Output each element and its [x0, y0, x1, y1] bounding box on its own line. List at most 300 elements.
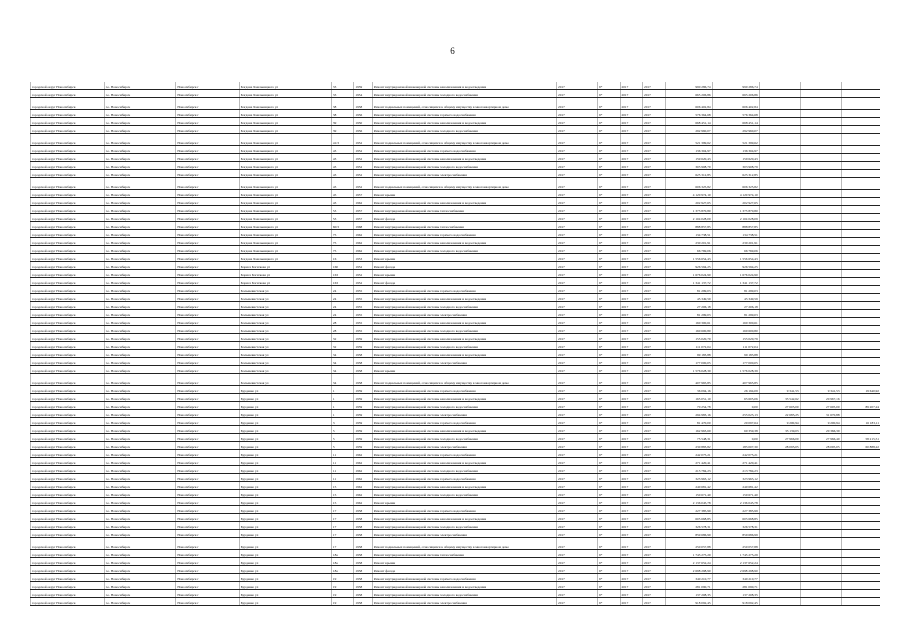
table-cell: 242 075,21	[712, 450, 759, 458]
table-cell: 6*	[597, 154, 620, 162]
table-cell: Богдана Хмельницкого ул	[239, 126, 331, 134]
table-row	[31, 162, 881, 170]
table-row	[31, 514, 881, 522]
table-cell: 28 095,05	[800, 442, 841, 450]
table-cell: г.о. Новосибирск	[104, 458, 176, 466]
table-cell: 19	[331, 574, 354, 582]
table-cell	[800, 154, 841, 162]
table-cell: 11	[331, 474, 354, 482]
table-cell: 605 668,85	[712, 514, 759, 522]
table-cell: 2017	[557, 294, 598, 302]
table-cell: Новосибирск г	[176, 474, 239, 482]
table-cell: г.о. Новосибирск	[104, 90, 176, 98]
table-cell: 6*	[597, 162, 620, 170]
table-cell: 6*	[597, 178, 620, 190]
table-cell: 6*	[597, 222, 620, 230]
table-cell: 2017	[643, 294, 666, 302]
table-cell: 2017	[643, 134, 666, 146]
table-cell: 20 366,39	[800, 426, 841, 434]
table-cell: 6*	[597, 190, 620, 198]
table-cell: г.о. Новосибирск	[104, 214, 176, 222]
table-cell: Бурденко ул	[239, 538, 331, 550]
table-cell: 240 681,42	[712, 482, 759, 490]
table-cell: Новосибирск г	[176, 558, 239, 566]
table-cell	[841, 522, 880, 530]
table-cell: 17	[331, 514, 354, 522]
table-row	[31, 566, 881, 574]
table-cell: 1952	[354, 262, 372, 270]
table-cell: Бориса Богаткова ул	[239, 278, 331, 286]
table-cell: 2017	[557, 214, 598, 222]
table-cell	[800, 550, 841, 558]
table-cell	[759, 550, 800, 558]
table-cell: 2017	[557, 442, 598, 450]
table-cell: 2017	[557, 126, 598, 134]
table-cell: 2017	[557, 394, 598, 402]
page-number: 6	[450, 46, 455, 56]
table-cell: 1962	[354, 238, 372, 246]
table-cell	[759, 302, 800, 310]
table-cell: 2 104 028,09	[712, 214, 759, 222]
table-cell	[759, 294, 800, 302]
table-cell: г.о. Новосибирск	[104, 466, 176, 474]
table-cell: 6*	[597, 394, 620, 402]
table-cell: 407 965,85	[712, 374, 759, 386]
table-cell: 20 097,64	[712, 418, 759, 426]
table-cell: 2017	[643, 530, 666, 538]
table-cell: 2017	[643, 514, 666, 522]
table-cell: городской округ Новосибирск	[31, 450, 105, 458]
table-cell: Новосибирск г	[176, 230, 239, 238]
table-cell	[841, 206, 880, 214]
table-cell: 1958	[354, 350, 372, 358]
table-cell: 2017	[620, 410, 643, 418]
table-cell: Богдана Хмельницкого ул	[239, 154, 331, 162]
table-row	[31, 206, 881, 214]
table-cell: 2017	[643, 278, 666, 286]
table-cell	[800, 522, 841, 530]
table-cell: 2017	[557, 178, 598, 190]
table-cell	[759, 574, 800, 582]
table-cell: городской округ Новосибирск	[31, 118, 105, 126]
table-cell: Новосибирск г	[176, 146, 239, 154]
table-cell: 1962	[354, 490, 372, 498]
table-cell: Богдана Хмельницкого ул	[239, 190, 331, 198]
table-cell: 1953	[354, 254, 372, 262]
table-cell: 2017	[557, 326, 598, 334]
table-cell: 6*	[597, 566, 620, 574]
table-cell	[800, 126, 841, 134]
table-cell: Ремонт внутридомовой инженерной системы электроснабжения	[372, 170, 556, 178]
table-cell: Ремонт фасада	[372, 566, 556, 574]
table-cell: г.о. Новосибирск	[104, 590, 176, 598]
table-cell: г.о. Новосибирск	[104, 506, 176, 514]
table-cell	[841, 498, 880, 506]
table-cell	[759, 514, 800, 522]
table-cell: Ремонт внутридомовой инженерной системы холодного водоснабжения	[372, 326, 556, 334]
table-cell: 2017	[643, 178, 666, 190]
table-cell: городской округ Новосибирск	[31, 490, 105, 498]
table-cell: г.о. Новосибирск	[104, 254, 176, 262]
table-cell: 24	[331, 286, 354, 294]
table-cell	[759, 350, 800, 358]
table-cell: 1952	[354, 154, 372, 162]
table-cell	[800, 566, 841, 574]
table-row	[31, 350, 881, 358]
table-cell: городской округ Новосибирск	[31, 198, 105, 206]
table-cell: Большевистская ул	[239, 342, 331, 350]
table-cell: 43	[331, 162, 354, 170]
table-cell: Ремонт фасада	[372, 214, 556, 222]
table-cell: 281 090,71	[665, 582, 712, 590]
table-cell: городской округ Новосибирск	[31, 230, 105, 238]
table-cell: 1 556 654,43	[665, 254, 712, 262]
table-cell: 6*	[597, 550, 620, 558]
table-cell: Новосибирск г	[176, 442, 239, 450]
table-cell: Ремонт внутридомовой инженерной системы электроснабжения	[372, 442, 556, 450]
table-cell: 6*	[597, 490, 620, 498]
table-cell: Ремонт фасада	[372, 278, 556, 286]
table-cell: 2017	[557, 302, 598, 310]
table-cell: 5	[331, 442, 354, 450]
table-row	[31, 474, 881, 482]
table-cell: Ремонт внутридомовой инженерной системы канализования и водоотведения	[372, 154, 556, 162]
table-cell: г.о. Новосибирск	[104, 350, 176, 358]
table-cell: 1955	[354, 326, 372, 334]
table-cell: городской округ Новосибирск	[31, 458, 105, 466]
table-cell: 137 208,35	[712, 590, 759, 598]
table-cell	[800, 214, 841, 222]
table-cell: 1962	[354, 246, 372, 254]
table-cell: Новосибирск г	[176, 334, 239, 342]
table-cell	[759, 162, 800, 170]
table-cell: Новосибирск г	[176, 482, 239, 490]
table-cell	[800, 450, 841, 458]
table-cell: 2017	[643, 426, 666, 434]
table-cell: 2017	[557, 402, 598, 410]
table-cell: 24	[331, 310, 354, 318]
table-cell: Новосибирск г	[176, 418, 239, 426]
table-cell: 33 542,62	[759, 394, 800, 402]
table-cell: Новосибирск г	[176, 262, 239, 270]
table-cell	[841, 82, 880, 90]
table-cell: г.о. Новосибирск	[104, 530, 176, 538]
table-cell: 155 020,79	[712, 334, 759, 342]
table-cell: 668 451,14	[712, 118, 759, 126]
table-cell	[759, 190, 800, 198]
table-cell: г.о. Новосибирск	[104, 474, 176, 482]
table-cell: 2017	[643, 118, 666, 126]
table-cell: Ремонт внутридомовой инженерной системы теплоснабжения	[372, 222, 556, 230]
table-cell: г.о. Новосибирск	[104, 238, 176, 246]
table-cell	[800, 270, 841, 278]
table-cell: 17	[331, 530, 354, 538]
table-cell: Ремонт фасада	[372, 262, 556, 270]
table-cell: 2017	[643, 538, 666, 550]
table-cell: г.о. Новосибирск	[104, 566, 176, 574]
table-cell	[841, 198, 880, 206]
table-cell: г.о. Новосибирск	[104, 522, 176, 530]
table-row	[31, 310, 881, 318]
table-cell: Богдана Хмельницкого ул	[239, 90, 331, 98]
table-cell: 2017	[557, 426, 598, 434]
table-cell: 918 092,45	[712, 598, 759, 606]
table-cell: Ремонт внутридомовой инженерной системы электроснабжения	[372, 410, 556, 418]
table-cell: 2017	[620, 254, 643, 262]
table-cell	[759, 238, 800, 246]
table-cell: г.о. Новосибирск	[104, 374, 176, 386]
table-cell: Новосибирск г	[176, 466, 239, 474]
table-cell: 1962	[354, 458, 372, 466]
table-cell: 271 420,41	[665, 458, 712, 466]
table-cell: Большевистская ул	[239, 334, 331, 342]
table-cell: 303 908,79	[665, 162, 712, 170]
table-cell: 2017	[620, 522, 643, 530]
table-cell	[841, 246, 880, 254]
table-cell	[841, 162, 880, 170]
table-cell: 1962	[354, 466, 372, 474]
table-cell	[841, 134, 880, 146]
table-cell: 2017	[643, 374, 666, 386]
table-cell: 859 686,99	[712, 530, 759, 538]
table-cell: 177 000,05	[712, 358, 759, 366]
table-cell: 323 963,12	[665, 474, 712, 482]
table-cell: 1959	[354, 418, 372, 426]
table-cell: 2017	[557, 574, 598, 582]
table-cell: Новосибирск г	[176, 190, 239, 198]
table-cell: 1959	[354, 394, 372, 402]
table-cell: г.о. Новосибирск	[104, 442, 176, 450]
table-row	[31, 522, 881, 530]
table-cell: 2017	[620, 286, 643, 294]
table-cell	[759, 198, 800, 206]
table-cell: Бурденко ул	[239, 490, 331, 498]
table-cell: Новосибирск г	[176, 386, 239, 394]
table-cell: Новосибирск г	[176, 270, 239, 278]
table-cell: 81 299,03	[712, 310, 759, 318]
table-row	[31, 154, 881, 162]
table-cell: городской округ Новосибирск	[31, 294, 105, 302]
table-cell: 2017	[557, 522, 598, 530]
table-cell: Ремонт внутридомовой инженерной системы канализования и водоотведения	[372, 350, 556, 358]
table-row	[31, 482, 881, 490]
table-cell: 60 359,38	[712, 426, 759, 434]
table-row	[31, 286, 881, 294]
table-cell: 2017	[557, 198, 598, 206]
table-row	[31, 418, 881, 426]
table-cell: 19	[331, 582, 354, 590]
table-cell: 2017	[620, 294, 643, 302]
table-cell: 1959	[354, 426, 372, 434]
table-cell: Богдана Хмельницкого ул	[239, 146, 331, 154]
table-cell	[759, 566, 800, 574]
table-row	[31, 318, 881, 326]
table-cell: Ремонт внутридомовой инженерной системы горячего водоснабжения	[372, 418, 556, 426]
table-cell	[759, 146, 800, 154]
table-cell: 19	[331, 590, 354, 598]
table-cell	[759, 342, 800, 350]
table-row	[31, 222, 881, 230]
table-cell: 16 183,11	[841, 418, 880, 426]
table-row	[31, 254, 881, 262]
table-cell: 0,00	[712, 402, 759, 410]
table-cell: 1959	[354, 342, 372, 350]
table-row	[31, 90, 881, 98]
table-cell	[759, 458, 800, 466]
table-cell: 2017	[620, 350, 643, 358]
table-cell	[841, 426, 880, 434]
table-cell: Бурденко ул	[239, 426, 331, 434]
table-cell: 2017	[620, 134, 643, 146]
table-row	[31, 278, 881, 286]
table-cell: 1	[331, 394, 354, 402]
table-cell: 43	[331, 198, 354, 206]
table-cell: Ремонт подвальных помещений, относящихся к общему имуществу в многоквартирном доме	[372, 374, 556, 386]
table-cell: 326 578,31	[665, 522, 712, 530]
table-cell: 6*	[597, 366, 620, 374]
table-cell: 926 594,25	[712, 262, 759, 270]
table-cell: 36 094,16	[665, 386, 712, 394]
table-row	[31, 326, 881, 334]
table-cell: 2017	[643, 598, 666, 606]
table-cell: 2017	[643, 326, 666, 334]
table-cell: 665 206,86	[712, 90, 759, 98]
table-row	[31, 458, 881, 466]
table-cell: 227 385,99	[712, 506, 759, 514]
table-cell: 81 299,03	[665, 286, 712, 294]
table-cell	[759, 246, 800, 254]
table-cell	[759, 286, 800, 294]
table-cell: 2017	[643, 310, 666, 318]
table-row	[31, 334, 881, 342]
table-cell: 6*	[597, 434, 620, 442]
table-cell: 2017	[620, 482, 643, 490]
table-cell: г.о. Новосибирск	[104, 318, 176, 326]
table-cell: 22 685,25	[759, 410, 800, 418]
table-cell: Ремонт подвальных помещений, относящихся к общему имуществу в многоквартирном доме	[372, 538, 556, 550]
table-cell: Бурденко ул	[239, 450, 331, 458]
table-cell: 2017	[643, 474, 666, 482]
table-cell	[841, 466, 880, 474]
table-cell	[800, 246, 841, 254]
table-cell: 38	[331, 110, 354, 118]
table-cell: Ремонт внутридомовой инженерной системы горячего водоснабжения	[372, 450, 556, 458]
table-cell: 2017	[643, 366, 666, 374]
table-cell	[759, 310, 800, 318]
table-cell	[800, 458, 841, 466]
table-cell: г.о. Новосибирск	[104, 498, 176, 506]
table-cell: 926 594,25	[665, 262, 712, 270]
table-cell: 2017	[620, 230, 643, 238]
table-cell: 2017	[557, 490, 598, 498]
table-cell: 6*	[597, 426, 620, 434]
table-cell: 81 299,03	[712, 286, 759, 294]
table-cell	[841, 482, 880, 490]
table-cell: Ремонт внутридомовой инженерной системы горячего водоснабжения	[372, 286, 556, 294]
table-cell	[759, 522, 800, 530]
table-cell: 2017	[643, 334, 666, 342]
table-cell	[800, 506, 841, 514]
table-cell: 2017	[620, 366, 643, 374]
table-cell: 27 966,00	[759, 434, 800, 442]
table-cell: 19 640,92	[841, 386, 880, 394]
table-cell: 2017	[620, 98, 643, 110]
table-cell: Ремонт внутридомовой инженерной системы электроснабжения	[372, 530, 556, 538]
table-cell: Ремонт внутридомовой инженерной системы горячего водоснабжения	[372, 146, 556, 154]
table-cell: 18а	[331, 566, 354, 574]
table-cell: 1958	[354, 538, 372, 550]
table-cell: г.о. Новосибирск	[104, 110, 176, 118]
table-cell: 2017	[620, 450, 643, 458]
table-cell	[759, 450, 800, 458]
table-cell: 2017	[643, 490, 666, 498]
table-cell: 2017	[620, 442, 643, 450]
table-row	[31, 262, 881, 270]
table-cell: городской округ Новосибирск	[31, 590, 105, 598]
table-cell: 28	[331, 326, 354, 334]
table-cell: Новосибирск г	[176, 458, 239, 466]
table-cell: 1952	[354, 270, 372, 278]
table-cell: Богдана Хмельницкого ул	[239, 246, 331, 254]
table-cell: 20 967,16	[800, 394, 841, 402]
table-cell: Ремонт внутридомовой инженерной системы холодного водоснабжения	[372, 162, 556, 170]
table-row	[31, 246, 881, 254]
table-cell: 2017	[643, 254, 666, 262]
table-row	[31, 270, 881, 278]
table-cell: 665 206,86	[665, 90, 712, 98]
table-cell: Новосибирск г	[176, 118, 239, 126]
table-cell: 2017	[557, 482, 598, 490]
table-cell: городской округ Новосибирск	[31, 550, 105, 558]
table-cell: Новосибирск г	[176, 498, 239, 506]
table-cell	[841, 538, 880, 550]
table-cell: 2017	[643, 98, 666, 110]
table-cell	[759, 110, 800, 118]
table-cell: 2017	[557, 514, 598, 522]
table-row	[31, 294, 881, 302]
table-cell: 1958	[354, 590, 372, 598]
table-cell: городской округ Новосибирск	[31, 110, 105, 118]
table-cell: Ремонт внутридомовой инженерной системы горячего водоснабжения	[372, 230, 556, 238]
table-cell: Богдана Хмельницкого ул	[239, 230, 331, 238]
table-cell	[800, 474, 841, 482]
table-cell: г.о. Новосибирск	[104, 162, 176, 170]
table-cell: 323 963,12	[712, 474, 759, 482]
table-cell: 1958	[354, 98, 372, 110]
table-cell: 6*	[597, 230, 620, 238]
table-cell	[800, 482, 841, 490]
table-cell: 6*	[597, 522, 620, 530]
table-cell: Новосибирск г	[176, 566, 239, 574]
table-cell: 2017	[620, 474, 643, 482]
table-cell	[800, 366, 841, 374]
table-cell: Новосибирск г	[176, 214, 239, 222]
table-cell: 1 576 028,39	[712, 366, 759, 374]
table-cell	[800, 466, 841, 474]
table-cell: 17	[331, 506, 354, 514]
table-cell	[759, 318, 800, 326]
table-cell: Бурденко ул	[239, 522, 331, 530]
table-cell	[759, 490, 800, 498]
table-cell: городской округ Новосибирск	[31, 238, 105, 246]
table-cell: Ремонт внутридомовой инженерной системы канализования и водоотведения	[372, 294, 556, 302]
table-cell: Большевистская ул	[239, 318, 331, 326]
table-cell	[800, 350, 841, 358]
table-cell: Большевистская ул	[239, 326, 331, 334]
table-cell: 6*	[597, 350, 620, 358]
table-cell: Бурденко ул	[239, 410, 331, 418]
table-cell: Новосибирск г	[176, 254, 239, 262]
